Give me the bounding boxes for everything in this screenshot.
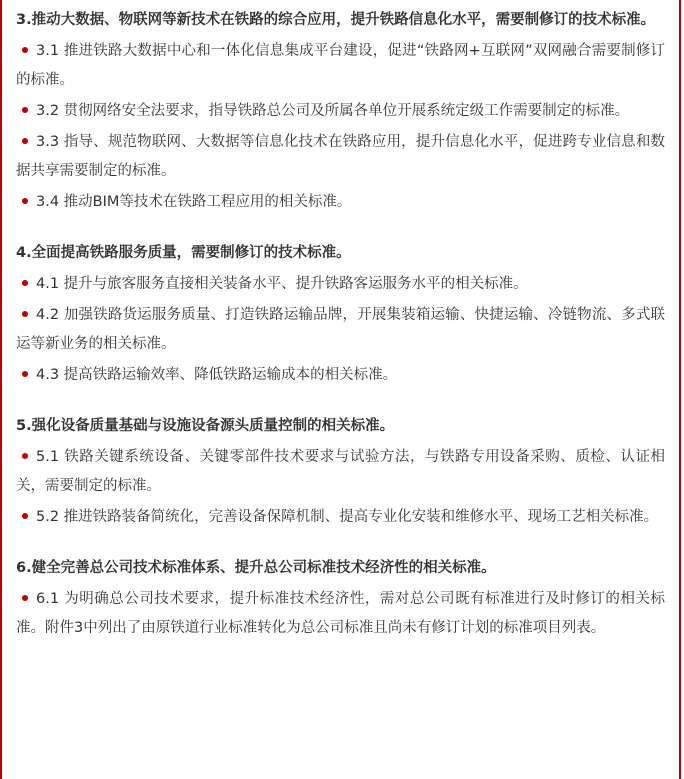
list-item [16,443,665,501]
list-item-text: 4.2 加强铁路货运服务质量、打造铁路运输品牌，开展集装箱运输、快捷运输、冷链物流、多式联运等新业务的相关标准。 [16,307,665,352]
list-item [16,361,665,390]
list-item-text: 5.1 铁路关键系统设备、关键零部件技术要求与试验方法，与铁路专用设备采购、质检、认证相关，需要制定的标准。 [16,449,665,494]
bullet-dot-icon [22,198,28,204]
list-item-text: 4.3 提高铁路运输效率、降低铁路运输成本的相关标准。 [36,367,398,383]
list-item-text: 4.1 提升与旅客服务直接相关装备水平、提升铁路客运服务水平的相关标准。 [36,276,528,292]
list-item-text: 6.1 为明确总公司技术要求，提升标准技术经济性，需对总公司既有标准进行及时修订的相关标准。附件3中列出了由原铁道行业标准转化为总公司标准且尚未有修订计划的标准项目列表。 [16,591,665,636]
list-item [16,270,665,299]
bullet-dot-icon [22,371,28,377]
list-item-text: 3.4 推动BIM等技术在铁路工程应用的相关标准。 [36,194,352,210]
list-item-text: 3.2 贯彻网络安全法要求，指导铁路总公司及所属各单位开展系统定级工作需要制定的标准。 [36,103,630,119]
section-5 [16,412,665,532]
list-item [16,37,665,95]
section-heading: 5.强化设备质量基础与设施设备源头质量控制的相关标准。 [16,418,395,434]
list-item-text: 3.3 指导、规范物联网、大数据等信息化技术在铁路应用，提升信息化水平，促进跨专业信息和数据共享需要制定的标准。 [16,134,665,179]
bullet-dot-icon [22,138,28,144]
bullet-dot-icon [22,280,28,286]
list-item [16,301,665,359]
bullet-dot-icon [22,47,28,53]
bullet-dot-icon [22,107,28,113]
section-6 [16,554,665,643]
list-item [16,585,665,643]
list-item [16,128,665,186]
bullet-dot-icon [22,513,28,519]
section-heading: 4.全面提高铁路服务质量，需要制修订的技术标准。 [16,245,351,261]
bullet-dot-icon [22,311,28,317]
list-item-text: 5.2 推进铁路装备简统化，完善设备保障机制、提高专业化安装和维修水平、现场工艺相关标准。 [36,509,659,525]
list-item [16,97,665,126]
bullet-dot-icon [22,595,28,601]
section-3 [16,6,665,217]
list-item [16,503,665,532]
section-heading: 3.推动大数据、物联网等新技术在铁路的综合应用，提升铁路信息化水平，需要制修订的技术标准。 [16,12,656,28]
section-4 [16,239,665,390]
list-item-text: 3.1 推进铁路大数据中心和一体化信息集成平台建设，促进“铁路网+互联网”双网融合需要制修订的标准。 [16,43,665,88]
bullet-dot-icon [22,453,28,459]
section-heading: 6.健全完善总公司技术标准体系、提升总公司标准技术经济性的相关标准。 [16,560,496,576]
list-item [16,188,665,217]
